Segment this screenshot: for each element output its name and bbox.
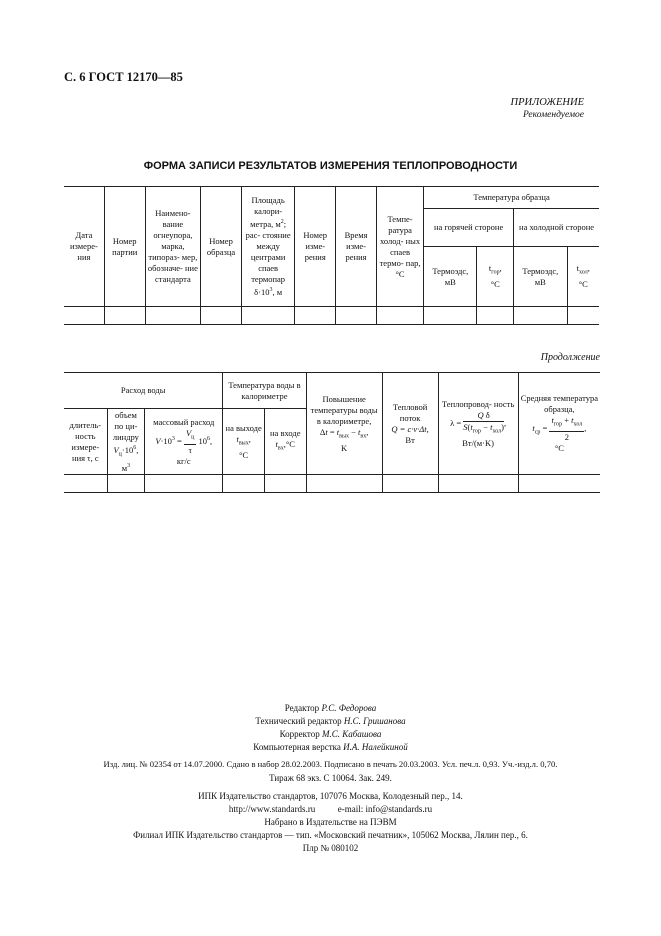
th-sample: Номер образца (201, 187, 242, 307)
th-heat-flow: Тепловой поток Q = c·v·Δt, Вт (382, 373, 438, 475)
imprint-line-1: Изд. лиц. № 02354 от 14.07.2000. Сдано в набор 28.02.2003. Подписано в печать 20.03.2003. Усл. печ.л. 0,93. Уч.-изд.л. 0,70. (103, 759, 558, 769)
th-hot-side: на горячей стороне (424, 209, 514, 247)
publisher-web: http://www.standards.ru e-mail: info@standards.ru (228, 804, 433, 814)
editor-line: Редактор Р.С. Федорова (284, 703, 377, 713)
th-water-flow: Расход воды (64, 373, 223, 409)
table1-empty-row (64, 307, 599, 325)
th-temp-rise: Повышение температуры воды в калориметре, $\Delta t = t_{вых} - t_{вх}$, K (306, 373, 382, 475)
layout-line: Компьютерная верстка И.А. Налейкиной (253, 742, 408, 752)
appendix-label: ПРИЛОЖЕНИЕ (510, 97, 584, 108)
form-title: ФОРМА ЗАПИСИ РЕЗУЛЬТАТОВ ИЗМЕРЕНИЯ ТЕПЛОПРОВОДНОСТИ (143, 160, 518, 172)
th-cold-side: на холодной стороне (514, 209, 599, 247)
th-t-hot: $t_{гор}$, °С (477, 247, 514, 307)
typeset-note: Набрано в Издательстве на ПЭВМ (264, 817, 397, 827)
corrector-line: Корректор М.С. Кабашова (279, 729, 382, 739)
th-mass-flow: массовый расход $V\cdot 10^3$ = $\frac{V_ц}{\tau}$ $10^6$, кг/с (145, 409, 223, 475)
th-cold-junction-temp: Темпе- ратура холод- ных спаев термо- пар, °С (376, 187, 423, 307)
results-table-2 (64, 372, 600, 493)
appendix-note: Рекомендуемое (522, 110, 584, 120)
th-inlet: на входе $t_{вх},^\circ С$ (264, 409, 306, 475)
table2-empty-row (64, 475, 600, 493)
tech-editor-line: Технический редактор Н.С. Гришанова (255, 716, 406, 726)
th-emf-cold: Термоэдс, мВ (514, 247, 567, 307)
imprint-line-2: Тираж 68 экз. С 10064. Зак. 249. (269, 773, 392, 783)
th-avg-temp: Средняя температура образца, $t_{ср}$ = $\frac{t_{гор} + t_{хол}}{2}$ , °С (518, 373, 600, 475)
th-meas-time: Время изме- рения (336, 187, 377, 307)
th-calor-temp: Температура воды в калориметре (223, 373, 306, 409)
results-table-1 (64, 186, 599, 325)
printer-address: Филиал ИПК Издательство стандартов — тип. «Московский печатник», 105062 Москва, Лялин пер., 6. (133, 830, 528, 840)
th-t-cold: $t_{хол}$, °С (567, 247, 599, 307)
page-header: С. 6 ГОСТ 12170—85 (64, 70, 183, 84)
publisher-address: ИПК Издательство стандартов, 107076 Москва, Колодезный пер., 14. (198, 791, 463, 801)
th-outlet: на выходе $t_{вых}$, °С (223, 409, 265, 475)
imprint-publisher (0, 790, 661, 855)
th-meas-number: Номер изме- рения (295, 187, 336, 307)
th-date: Дата измере- ния (64, 187, 104, 307)
th-conductivity: Теплопровод- ность λ = $\frac{\text{Q δ}}{S(t_{гор} - t_{хол})}$ , Вт/(м·K) (438, 373, 518, 475)
continuation-label: Продолжение (540, 352, 600, 363)
th-sample-temp: Температура образца (424, 187, 599, 209)
th-emf-hot: Термоэдс, мВ (424, 247, 477, 307)
th-volume: объем по ци- линдру $V_ц\cdot 10^6$, $м^3$ (107, 409, 145, 475)
th-duration: длитель- ность измере- ния τ, с (64, 409, 107, 475)
th-area: Площадь калори- метра, $м^2$; рас- стояние между центрами спаев термопар $\delta\cdot 10^3$, м (241, 187, 294, 307)
th-name: Наимено- вание огнеупора, марка, типораз- мер, обозначе- ние стандарта (145, 187, 200, 307)
th-batch: Номер партии (104, 187, 145, 307)
imprint-credits (0, 702, 661, 754)
license-number: Плр № 080102 (302, 843, 359, 853)
